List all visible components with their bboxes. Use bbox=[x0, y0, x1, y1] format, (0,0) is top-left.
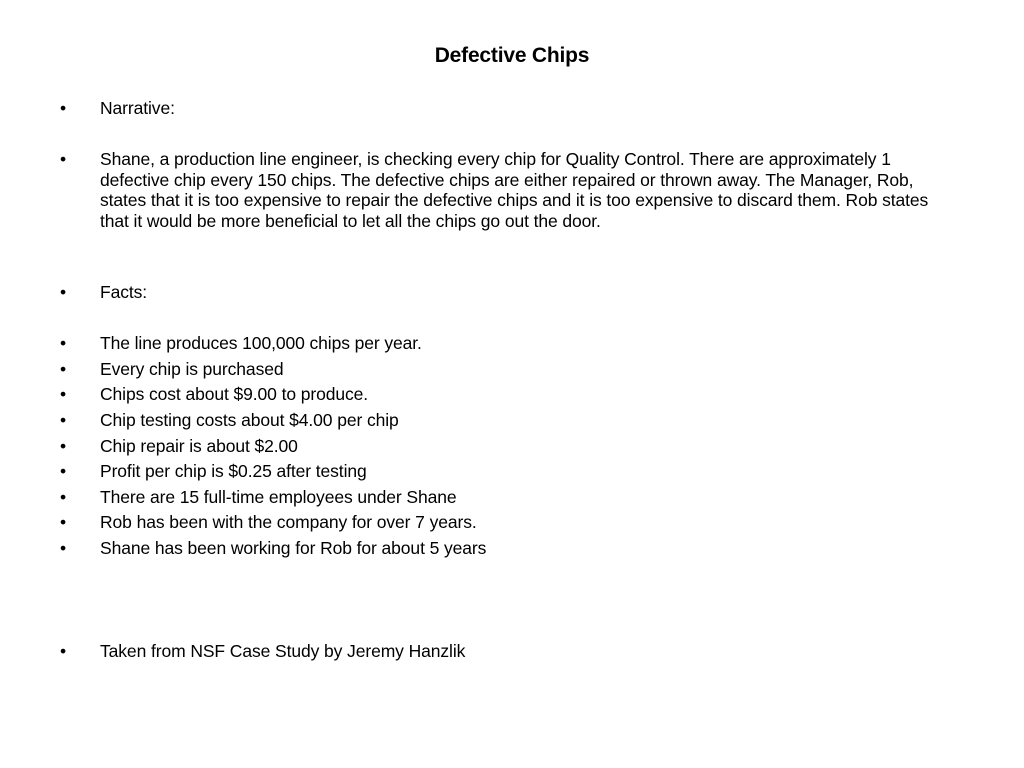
fact-text: There are 15 full-time employees under Shane bbox=[100, 487, 457, 507]
bullet-dot: • bbox=[60, 384, 67, 404]
bullet-dot: • bbox=[60, 436, 67, 456]
bullet-dot: • bbox=[60, 512, 67, 532]
facts-label: Facts: bbox=[100, 282, 148, 302]
fact-text: Every chip is purchased bbox=[100, 359, 284, 379]
fact-text: Chip repair is about $2.00 bbox=[100, 436, 298, 456]
fact-text: Rob has been with the company for over 7 years. bbox=[100, 512, 477, 532]
bullet-dot: • bbox=[60, 333, 67, 353]
bullet-dot: • bbox=[60, 149, 67, 169]
source-text: Taken from NSF Case Study by Jeremy Hanzlik bbox=[100, 641, 466, 661]
fact-text: Shane has been working for Rob for about 5 years bbox=[100, 538, 487, 558]
bullet-dot: • bbox=[60, 487, 67, 507]
bullet-dot: • bbox=[60, 98, 67, 118]
narrative-text: Shane, a production line engineer, is checking every chip for Quality Control. There are approximately 1 defective chip every 150 chips. The defective chips are either repaired or thrown away. The Manager, Rob, states that it is too expensive to repair the defective chips and it is too expensive to discard them. Rob states that it would be more beneficial to let all the chips go out the door. bbox=[100, 149, 929, 231]
fact-text: Profit per chip is $0.25 after testing bbox=[100, 461, 367, 481]
fact-text: Chips cost about $9.00 to produce. bbox=[100, 384, 369, 404]
bullet-dot: • bbox=[60, 538, 67, 558]
bullet-dot: • bbox=[60, 641, 67, 661]
fact-text: Chip testing costs about $4.00 per chip bbox=[100, 410, 399, 430]
bullet-dot: • bbox=[60, 410, 67, 430]
bullet-dot: • bbox=[60, 461, 67, 481]
bullet-dot: • bbox=[60, 282, 67, 302]
narrative-label: Narrative: bbox=[100, 98, 175, 118]
fact-text: The line produces 100,000 chips per year. bbox=[100, 333, 422, 353]
bullet-dot: • bbox=[60, 359, 67, 379]
slide-title: Defective Chips bbox=[434, 44, 590, 67]
